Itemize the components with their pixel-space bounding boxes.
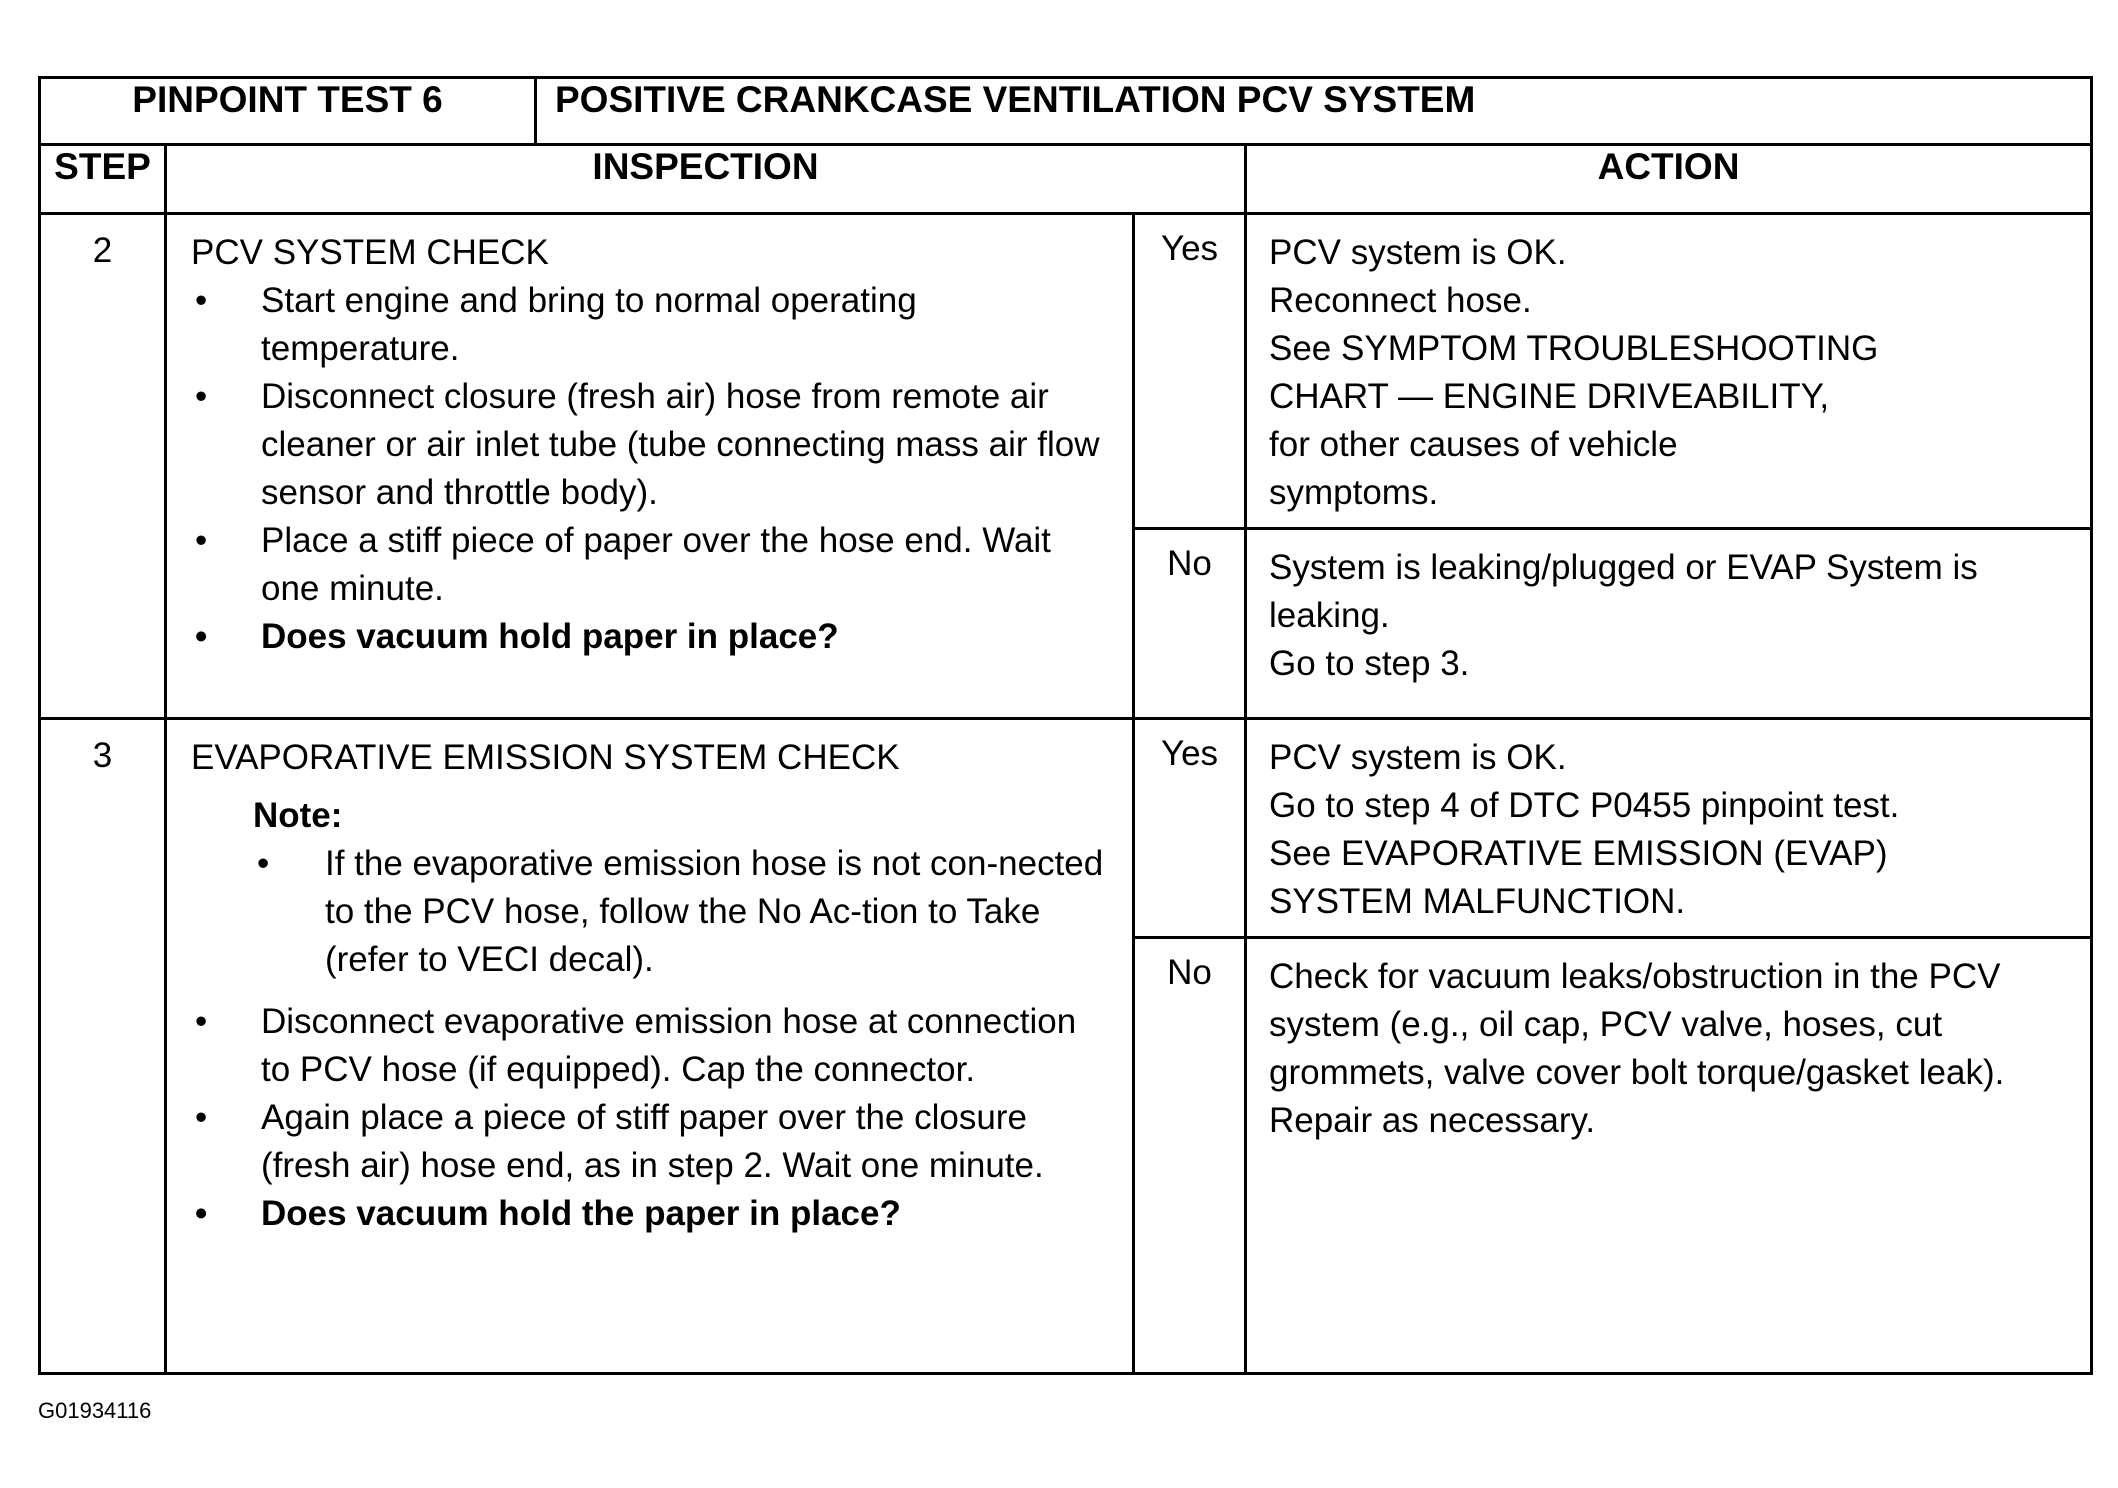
- action-line: for other causes of vehicle: [1269, 425, 1678, 464]
- yes-label: Yes: [1134, 719, 1246, 938]
- action-line: Repair as necessary.: [1269, 1101, 1596, 1140]
- action-line: Go to step 3.: [1269, 644, 1470, 683]
- figure-id: G01934116: [38, 1398, 152, 1423]
- pinpoint-test-table: [38, 76, 2093, 1375]
- inspection-bullet: • Place a stiff piece of paper over the hose end. Wait one minute.: [191, 517, 1114, 613]
- table-header-row: [40, 78, 2092, 145]
- yes-action: [1246, 719, 2092, 938]
- step-number: 3: [40, 719, 166, 1374]
- no-label: No: [1134, 529, 1246, 719]
- action-line: See SYMPTOM TROUBLESHOOTING: [1269, 329, 1879, 368]
- note-bullet: • If the evaporative emission hose is not con-nected to the PCV hose, follow the No Ac-tion to Take (refer to VECI decal).: [253, 840, 1114, 984]
- action-line: leaking.: [1269, 596, 1390, 635]
- action-line: grommets, valve cover bolt torque/gasket leak).: [1269, 1053, 2005, 1092]
- test-id: PINPOINT TEST 6: [40, 78, 536, 145]
- action-line: See EVAPORATIVE EMISSION (EVAP): [1269, 834, 1888, 873]
- step-2-yes-row: [40, 214, 2092, 529]
- step-2-inspection: [166, 214, 1134, 719]
- inspection-bullet: • Again place a piece of stiff paper over the closure (fresh air) hose end, as in step 2. Wait one minute.: [191, 1094, 1114, 1190]
- no-action: [1246, 938, 2092, 1374]
- column-header-action: ACTION: [1246, 145, 2092, 214]
- no-action: [1246, 529, 2092, 719]
- step-3-yes-row: [40, 719, 2092, 938]
- action-line: Check for vacuum leaks/obstruction in the PCV: [1269, 957, 2001, 996]
- yes-label: Yes: [1134, 214, 1246, 529]
- inspection-question: • Does vacuum hold the paper in place?: [191, 1190, 1114, 1238]
- action-line: system (e.g., oil cap, PCV valve, hoses, cut: [1269, 1005, 1943, 1044]
- step-3-inspection: [166, 719, 1134, 1374]
- note-title: Note:: [253, 796, 343, 835]
- note-block: [191, 792, 1114, 984]
- test-title: POSITIVE CRANKCASE VENTILATION PCV SYSTEM: [536, 78, 2092, 145]
- column-header-step: STEP: [40, 145, 166, 214]
- inspection-bullets: [191, 998, 1114, 1238]
- action-line: System is leaking/plugged or EVAP System is: [1269, 548, 1978, 587]
- no-label: No: [1134, 938, 1246, 1374]
- inspection-bullets: [191, 277, 1114, 661]
- action-line: PCV system is OK.: [1269, 738, 1567, 777]
- column-header-row: [40, 145, 2092, 214]
- yes-action: [1246, 214, 2092, 529]
- action-line: Go to step 4 of DTC P0455 pinpoint test.: [1269, 786, 1900, 825]
- step-heading: EVAPORATIVE EMISSION SYSTEM CHECK: [191, 738, 900, 777]
- action-line: CHART — ENGINE DRIVEABILITY,: [1269, 377, 1830, 416]
- inspection-bullet: • Disconnect closure (fresh air) hose from remote air cleaner or air inlet tube (tube connecting mass air flow sensor and throttle body).: [191, 373, 1114, 517]
- column-header-inspection: INSPECTION: [166, 145, 1246, 214]
- action-line: symptoms.: [1269, 473, 1439, 512]
- action-line: PCV system is OK.: [1269, 233, 1567, 272]
- step-heading: PCV SYSTEM CHECK: [191, 233, 549, 272]
- action-line: Reconnect hose.: [1269, 281, 1532, 320]
- note-bullets: [253, 840, 1114, 984]
- inspection-bullet: • Start engine and bring to normal operating temperature.: [191, 277, 1114, 373]
- inspection-bullet: • Disconnect evaporative emission hose at connection to PCV hose (if equipped). Cap the connector.: [191, 998, 1114, 1094]
- inspection-question: • Does vacuum hold paper in place?: [191, 613, 1114, 661]
- action-line: SYSTEM MALFUNCTION.: [1269, 882, 1686, 921]
- step-number: 2: [40, 214, 166, 719]
